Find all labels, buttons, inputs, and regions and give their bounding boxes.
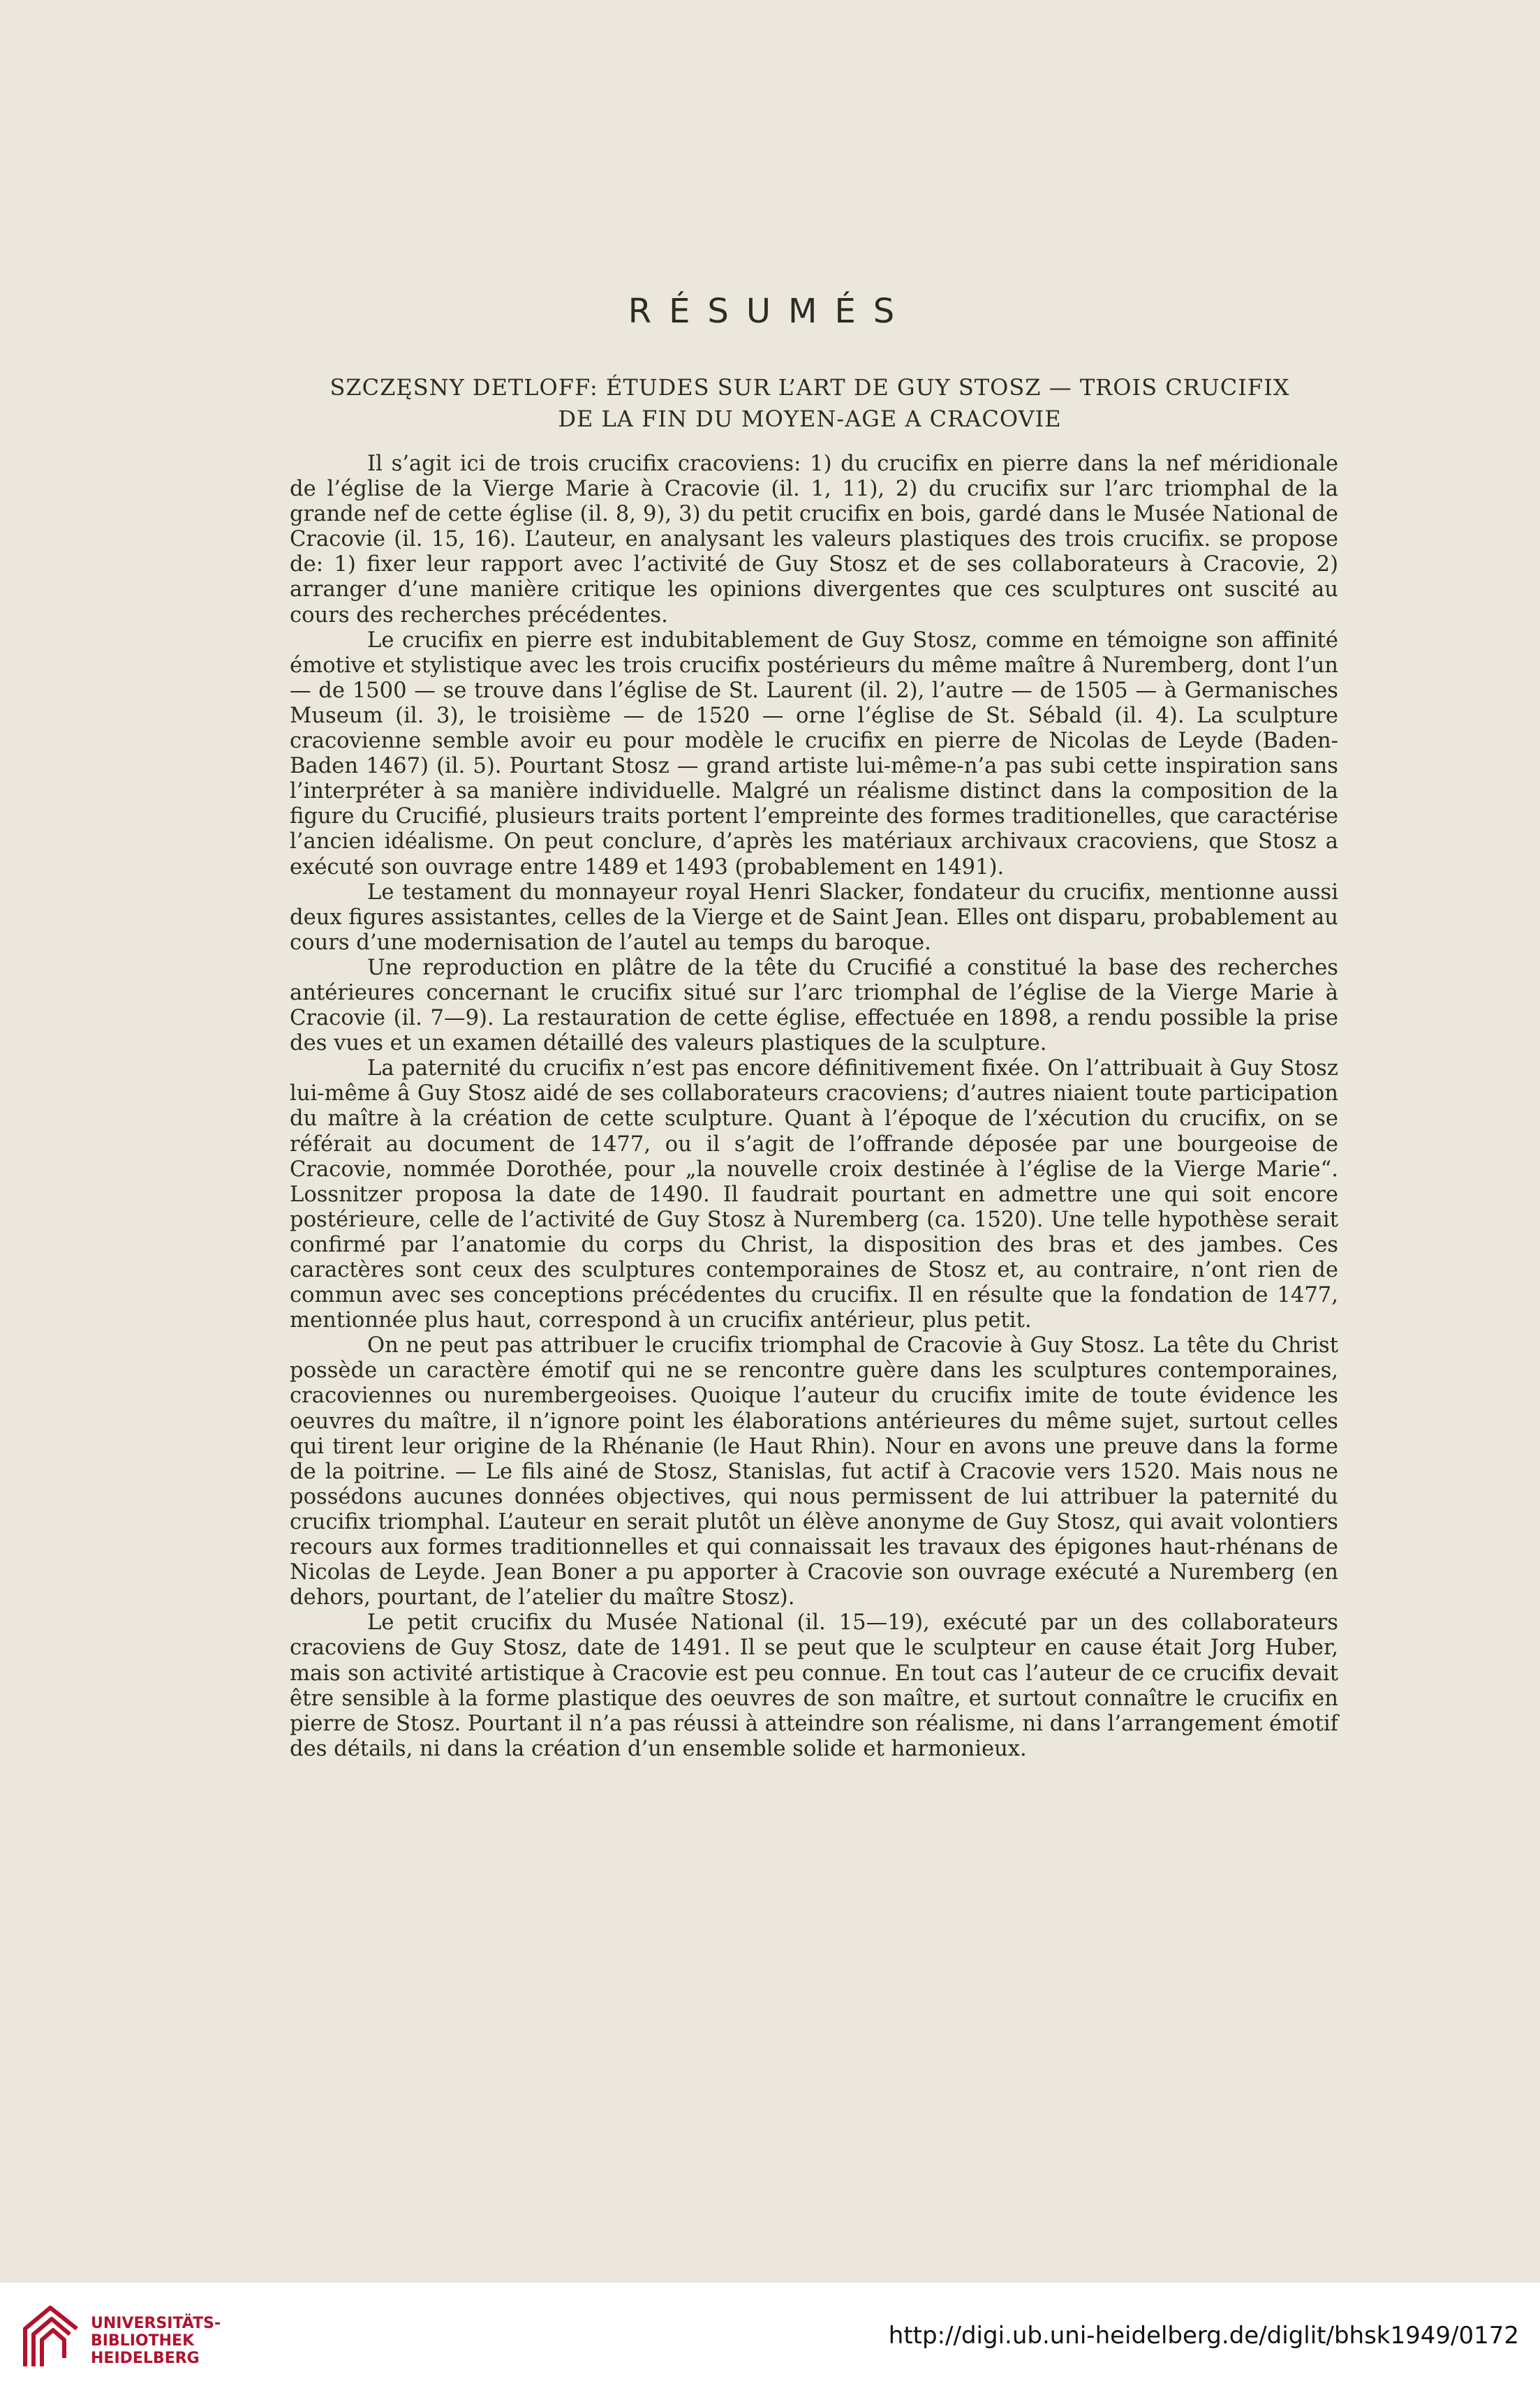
paragraph-1: Il s’agit ici de trois crucifix cracoviens: 1) du crucifix en pierre dans la nef méridionale de l’église de la Vierge Marie à Cracovie (il. 1, 11), 2) du crucifix sur l’arc triomphal de la grande nef de cette église (il. 8, 9), 3) du petit crucifix en bois, gardé dans le Musée National de Cracovie (il. 15, 16). L’auteur, en analysant les valeurs plastiques des trois crucifix. se propose de: 1) fixer leur rapport avec l’activité de Guy Stosz et de ses collaborateurs à Cracovie, 2) arranger d’une manière critique les opinions divergentes que ces sculptures ont suscité au cours des recherches précédentes. [290, 452, 1338, 628]
article-heading-line-1: SZCZĘSNY DETLOFF: ÉTUDES SUR L’ART DE GUY STOSZ — TROIS CRUCIFIX [330, 374, 1290, 401]
logo-line-2: BIBLIOTHEK [91, 2332, 195, 2350]
footer-bar [0, 2283, 1540, 2395]
body-text [290, 452, 1338, 1762]
logo-line-1: UNIVERSITÄTS- [91, 2315, 221, 2332]
paragraph-4: Une reproduction en plâtre de la tête du Crucifié a constitué la base des recherches antérieures concernant le crucifix situé sur l’arc triomphal de l’église de la Vierge Marie à Cracovie (il. 7—9). La restauration de cette église, effectuée en 1898, a rendu possible la prise des vues et un examen détaillé des valeurs plastiques de la sculpture. [290, 955, 1338, 1056]
paragraph-5: La paternité du crucifix n’est pas encore définitivement fixée. On l’attribuait à Guy Stosz lui-même â Guy Stosz aidé de ses collaborateurs cracoviens; d’autres niaient toute participation du maître à la création de cette sculpture. Quant à l’époque de l’xécution du crucifix, on se référait au document de 1477, ou il s’agit de l’offrande déposée par une bourgeoise de Cracovie, nommée Dorothée, pour „la nouvelle croix destinée à l’église de la Vierge Marie“. Lossnitzer proposa la date de 1490. Il faudrait pourtant en admettre une qui soit encore postérieure, celle de l’activité de Guy Stosz à Nuremberg (ca. 1520). Une telle hypothèse serait confirmé par l’anatomie du corps du Christ, la disposition des bras et des jambes. Ces caractères sont ceux des sculptures contemporaines de Stosz et, au contraire, n’ont rien de commun avec ses conceptions précédentes du crucifix. Il en résulte que la fondation de 1477, mentionnée plus haut, correspond à un crucifix antérieur, plus petit. [290, 1056, 1338, 1333]
article-heading-line-2: DE LA FIN DU MOYEN-AGE A CRACOVIE [558, 406, 1062, 432]
source-url-link[interactable]: http://digi.ub.uni-heidelberg.de/diglit/bhsk1949/0172 [888, 2322, 1519, 2350]
paragraph-6: On ne peut pas attribuer le crucifix triomphal de Cracovie à Guy Stosz. La tête du Christ possède un caractère émotif qui ne se rencontre guère dans les sculptures contemporaines, cracoviennes ou nurembergeoises. Quoique l’auteur du crucifix imite de toute évidence les oeuvres du maître, il n’ignore point les élaborations antérieures du même sujet, surtout celles qui tirent leur origine de la Rhénanie (le Haut Rhin). Nour en avons une preuve dans la forme de la poitrine. — Le fils ainé de Stosz, Stanislas, fut actif à Cracovie vers 1520. Mais nous ne possédons aucunes données objectives, qui nous permissent de lui attribuer la paternité du crucifix triomphal. L’auteur en serait plutôt un élève anonyme de Guy Stosz, qui avait volontiers recours aux formes traditionnelles et qui connaissait les travaux des épigones haut-rhénans de Nicolas de Leyde. Jean Boner a pu apporter à Cracovie son ouvrage exécuté a Nuremberg (en dehors, pourtant, de l’atelier du maître Stosz). [290, 1333, 1338, 1610]
paragraph-7: Le petit crucifix du Musée National (il. 15—19), exécuté par un des collaborateurs cracoviens de Guy Stosz, date de 1491. Il se peut que le sculpteur en cause était Jorg Huber, mais son activité artistique à Cracovie est peu connue. En tout cas l’auteur de ce crucifix devait être sensible à la forme plastique des oeuvres de son maître, et surtout connaître le crucifix en pierre de Stosz. Pourtant il n’a pas réussi à atteindre son réalisme, ni dans l’arrangement émotif des détails, ni dans la création d’un ensemble solide et harmonieux. [290, 1610, 1338, 1761]
logo-line-3: HEIDELBERG [91, 2350, 200, 2367]
library-logo-text [91, 2315, 221, 2367]
paragraph-3: Le testament du monnayeur royal Henri Slacker, fondateur du crucifix, mentionne aussi deux figures assistantes, celles de la Vierge et de Saint Jean. Elles ont disparu, probablement au cours d’une modernisation de l’autel au temps du baroque. [290, 880, 1338, 955]
page-title: RÉSUMÉS [628, 292, 912, 331]
library-logo-icon[interactable] [20, 2302, 82, 2372]
paragraph-2: Le crucifix en pierre est indubitablement de Guy Stosz, comme en témoigne son affinité émotive et stylistique avec les trois crucifix postérieurs du même maître â Nuremberg, dont l’un — de 1500 — se trouve dans l’église de St. Laurent (il. 2), l’autre — de 1505 — à Germanisches Museum (il. 3), le troisième — de 1520 — orne l’église de St. Sébald (il. 4). La sculpture cracovienne semble avoir eu pour modèle le crucifix en pierre de Nicolas de Leyde (Baden-Baden 1467) (il. 5). Pourtant Stosz — grand artiste lui-même-n’a pas subi cette inspiration sans l’interpréter à sa manière individuelle. Malgré un réalisme distinct dans la composition de la figure du Crucifié, plusieurs traits portent l’empreinte des formes traditionelles, que caractérise l’ancien idéalisme. On peut conclure, d’après les matériaux archivaux cracoviens, que Stosz a exécuté son ouvrage entre 1489 et 1493 (probablement en 1491). [290, 628, 1338, 880]
article-heading [279, 372, 1340, 435]
